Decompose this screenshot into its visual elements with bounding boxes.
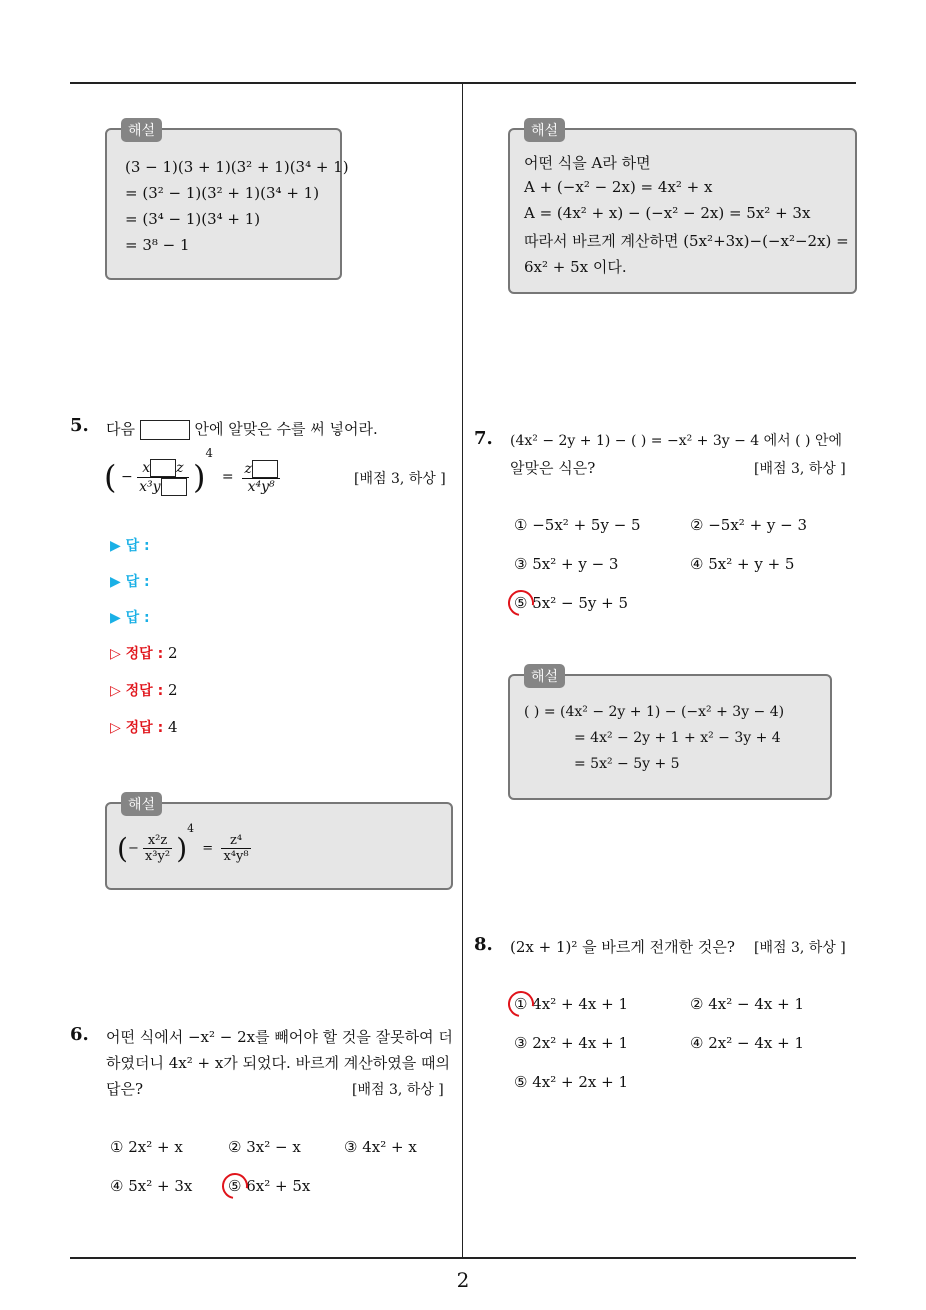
equals-sign: =: [221, 469, 234, 485]
correct-answer: ▷ 정답 : 2: [110, 681, 178, 699]
option-3[interactable]: ③ 4x² + x: [344, 1138, 417, 1156]
answer-blank: [252, 460, 278, 478]
question-text: [106, 418, 378, 440]
score-label: [배점 3, 하상 ]: [354, 471, 446, 487]
answer-label: ▶ 답 :: [110, 610, 150, 626]
solution-line: ( ) = (4x² − 2y + 1) − (−x² + 3y − 4): [524, 704, 785, 720]
option-4[interactable]: ④ 5x² + y + 5: [690, 555, 795, 573]
option-mark: ⑤: [514, 594, 528, 612]
score-label: [배점 3, 하상 ]: [754, 940, 846, 956]
answer-blank: [140, 420, 190, 440]
option-4[interactable]: ④ 5x² + 3x: [110, 1177, 193, 1195]
option-5[interactable]: ⑤ 5x² − 5y + 5: [514, 594, 629, 612]
option-1[interactable]: ① −5x² + 5y − 5: [514, 516, 641, 534]
question-number: 8.: [474, 934, 493, 955]
option-3[interactable]: ③ 5x² + y − 3: [514, 555, 619, 573]
question-number: 7.: [474, 428, 493, 449]
selected-answer-circle: [503, 986, 539, 1022]
minus-sign: −: [120, 469, 133, 485]
page-number: 2: [456, 1268, 470, 1292]
answer-blank: [161, 478, 187, 496]
option-1[interactable]: ① 4x² + 4x + 1: [514, 995, 629, 1013]
solution-line: = (3² − 1)(3² + 1)(3⁴ + 1): [125, 184, 320, 202]
solution-line: 따라서 바르게 계산하면 (5x²+3x)−(−x²−2x) =: [524, 232, 849, 250]
exponent: 4: [205, 446, 213, 460]
solution-line: 6x² + 5x 이다.: [524, 258, 627, 276]
question-number: 5.: [70, 415, 89, 436]
option-5[interactable]: ⑤ 6x² + 5x: [228, 1177, 311, 1195]
solution-tag: 해설: [121, 792, 162, 816]
option-4[interactable]: ④ 2x² − 4x + 1: [690, 1034, 804, 1052]
solution-line: = 3⁸ − 1: [125, 236, 190, 254]
option-2[interactable]: ② 3x² − x: [228, 1138, 301, 1156]
solution-tag: 해설: [524, 118, 565, 142]
question-text: 알맞은 식은?: [510, 459, 596, 477]
question-number: 6.: [70, 1024, 89, 1045]
question-text: 어떤 식에서 −x² − 2x를 빼어야 할 것을 잘못하여 더: [106, 1028, 453, 1046]
answer-label: ▶ 답 :: [110, 574, 150, 590]
solution-line: A = (4x² + x) − (−x² − 2x) = 5x² + 3x: [524, 204, 811, 222]
question-text: (2x + 1)² 을 바르게 전개한 것은?: [510, 938, 735, 956]
bottom-rule: [70, 1257, 856, 1259]
option-1[interactable]: ① 2x² + x: [110, 1138, 183, 1156]
question-text: 하였더니 4x² + x가 되었다. 바르게 계산하였을 때의: [106, 1054, 451, 1072]
question-text: (4x² − 2y + 1) − ( ) = −x² + 3y − 4 에서 ( ) 안에: [510, 433, 843, 449]
score-label: [배점 3, 하상 ]: [754, 461, 846, 477]
option-2[interactable]: ② −5x² + y − 3: [690, 516, 808, 534]
solution-line: A + (−x² − 2x) = 4x² + x: [524, 178, 713, 196]
option-5[interactable]: ⑤ 4x² + 2x + 1: [514, 1073, 628, 1091]
answer-blank: [150, 459, 176, 477]
selected-answer-circle: [503, 585, 539, 621]
solution-box-prev-left: [105, 123, 349, 280]
solution-tag: 해설: [121, 118, 162, 142]
score-label: [배점 3, 하상 ]: [352, 1082, 444, 1098]
question-text-before: 다음: [106, 420, 135, 438]
solution-tag: 해설: [524, 664, 565, 688]
solution-box-q5: [105, 797, 453, 890]
option-mark: ⑤: [228, 1177, 242, 1195]
rhs-fraction: $\frac{z}{\text{x⁴y⁸}}$: [242, 460, 279, 495]
option-2[interactable]: ② 4x² − 4x + 1: [690, 995, 804, 1013]
solution-box-prev-right: [508, 123, 857, 294]
solution-line: (3 − 1)(3 + 1)(3² + 1)(3⁴ + 1): [125, 158, 349, 176]
lhs-fraction: $\frac{\text{x z}}{\text{x³y}}$: [137, 459, 188, 496]
q5-equation: ( − $\frac{\text{x z}}{\text{x³y}}$ )$^4$ = $\frac{z}{\text{x⁴y⁸}}$: [104, 446, 280, 496]
question-text-after: 안에 알맞은 수를 써 넣어라.: [194, 420, 378, 438]
solution-line: = (3⁴ − 1)(3⁴ + 1): [125, 210, 261, 228]
column-divider: [462, 84, 463, 1258]
answer-label: ▶ 답 :: [110, 538, 150, 554]
selected-answer-circle: [217, 1168, 253, 1204]
solution-line: = 4x² − 2y + 1 + x² − 3y + 4: [574, 730, 781, 746]
option-3[interactable]: ③ 2x² + 4x + 1: [514, 1034, 628, 1052]
solution-line: 어떤 식을 A라 하면: [524, 154, 651, 172]
solution-box-q7: [508, 669, 832, 800]
correct-answer: ▷ 정답 : 4: [110, 718, 178, 736]
option-mark: ①: [514, 995, 528, 1013]
solution-equation: (− $\frac{\text{x²z}}{\text{x³y²}}$ )$^4$ = $\frac{\text{z⁴}}{\text{x⁴y⁸}}$: [117, 822, 249, 865]
solution-line: = 5x² − 5y + 5: [574, 756, 680, 772]
question-text: 답은?: [106, 1080, 144, 1098]
top-rule: [70, 82, 856, 84]
correct-answer: ▷ 정답 : 2: [110, 644, 178, 662]
